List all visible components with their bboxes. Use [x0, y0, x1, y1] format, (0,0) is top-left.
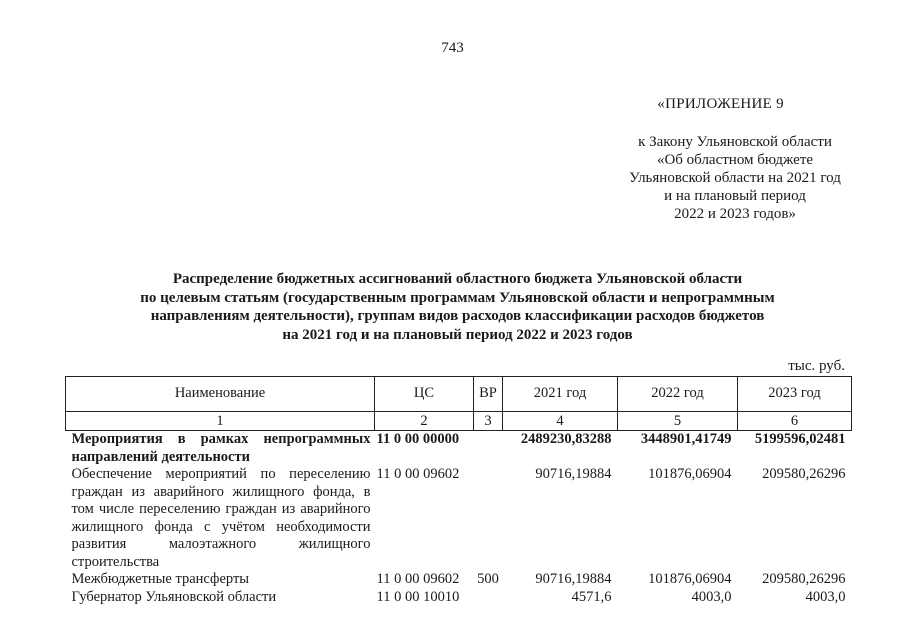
row-2022: 101876,06904 [648, 571, 732, 587]
row-name: Межбюджетные трансферты [71, 571, 250, 587]
header-2023: 2023 год [738, 377, 852, 412]
title-line: направлениям деятельности), группам видов расходов классификации расходов бюджетов [150, 308, 765, 324]
header-name: Наименование [66, 377, 375, 412]
row-2023: 4003,0 [805, 588, 846, 605]
table-row [66, 431, 852, 467]
row-2023: 209580,26296 [762, 571, 846, 587]
row-cs: 11 0 00 00000 [376, 431, 460, 447]
row-vr [474, 431, 503, 467]
law-reference [600, 133, 870, 223]
column-number: 4 [503, 412, 618, 431]
row-2023: 209580,26296 [762, 466, 846, 482]
row-vr: 500 [477, 571, 499, 587]
row-2021: 4571,6 [571, 588, 612, 605]
header-2022: 2022 год [618, 377, 738, 412]
document-title [60, 270, 855, 344]
row-name: Губернатор Ульяновской области [71, 588, 277, 605]
column-number: 1 [66, 412, 375, 431]
row-cs: 11 0 00 10010 [376, 588, 460, 605]
row-2023: 5199596,02481 [754, 431, 846, 447]
units-label: тыс. руб. [788, 358, 845, 374]
page-number: 743 [441, 40, 464, 56]
column-number-row [66, 412, 852, 431]
law-reference-line: к Закону Ульяновской области [638, 134, 832, 150]
row-2021: 90716,19884 [535, 571, 612, 587]
column-number: 6 [738, 412, 852, 431]
row-name: Обеспечение мероприятий по переселению граждан из аварийного жилищного фонда, в том числе переселению граждан из аварийного жилищного фонда с учётом необходимости развития малоэтажного жилищного строительства [71, 466, 371, 570]
row-2021: 90716,19884 [535, 466, 612, 482]
law-reference-line: Ульяновской области на 2021 год [629, 170, 841, 186]
row-cs: 11 0 00 09602 [376, 571, 460, 587]
row-2021: 2489230,83288 [520, 431, 612, 447]
column-number: 2 [375, 412, 474, 431]
table-row [66, 589, 852, 607]
budget-table [65, 376, 852, 606]
row-cs: 11 0 00 09602 [376, 466, 460, 482]
column-number: 3 [474, 412, 503, 431]
table-row [66, 571, 852, 589]
header-row [66, 377, 852, 412]
law-reference-line: «Об областном бюджете [656, 152, 814, 168]
header-vr: ВР [474, 377, 503, 412]
title-line: по целевым статьям (государственным программам Ульяновской области и непрограммным [140, 289, 775, 306]
law-reference-line: и на плановый период [664, 188, 806, 204]
header-cs: ЦС [375, 377, 474, 412]
table-row [66, 466, 852, 571]
row-vr [474, 466, 503, 571]
row-2022: 101876,06904 [648, 466, 732, 482]
row-2022: 4003,0 [691, 588, 732, 605]
row-2022: 3448901,41749 [640, 431, 732, 447]
title-line: на 2021 год и на плановый период 2022 и 2023 годов [282, 326, 633, 343]
header-2021: 2021 год [503, 377, 618, 412]
title-line: Распределение бюджетных ассигнований областного бюджета Ульяновской области [172, 271, 743, 287]
row-name: Мероприятия в рамках непрограммных направлений деятельности [71, 431, 371, 465]
row-vr [474, 589, 503, 607]
appendix-heading: «ПРИЛОЖЕНИЕ 9 [657, 96, 784, 112]
column-number: 5 [618, 412, 738, 431]
law-reference-line: 2022 и 2023 годов» [674, 206, 796, 222]
